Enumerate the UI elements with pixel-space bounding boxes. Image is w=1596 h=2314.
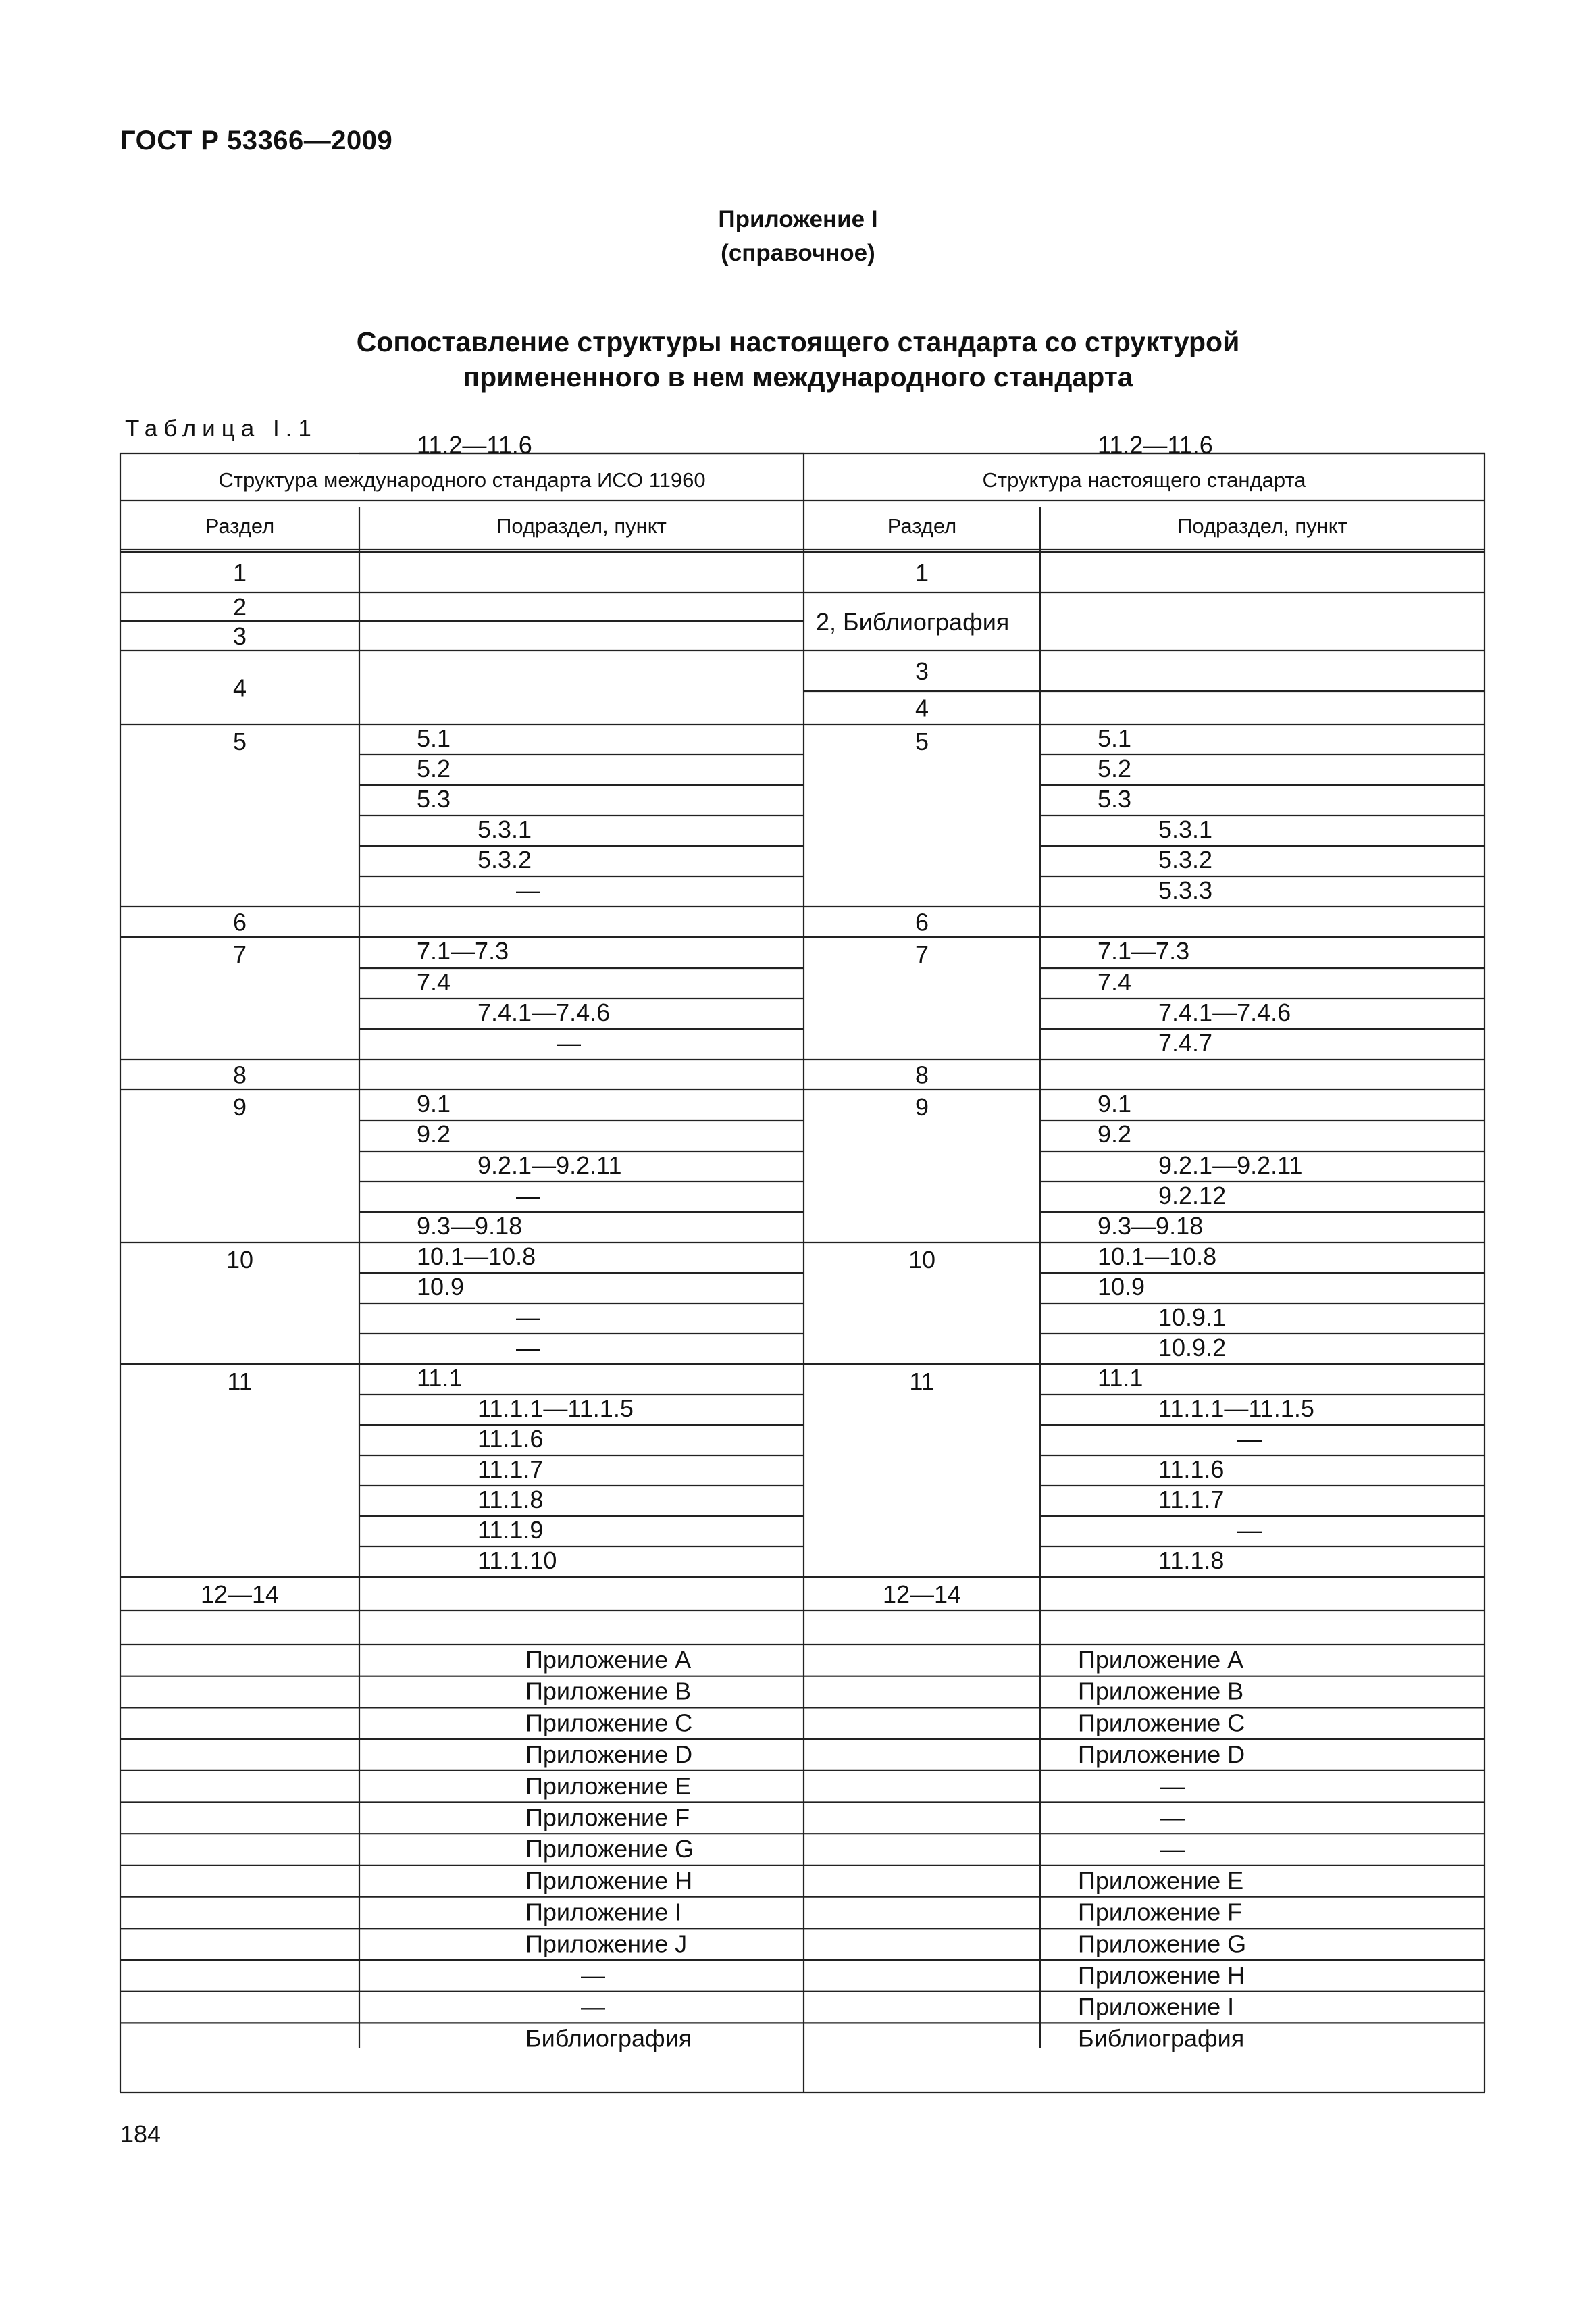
left-item-cell: 5.1 [417, 724, 451, 752]
left-section-cell: 3 [232, 622, 247, 650]
comparison-table [120, 431, 1485, 2092]
annex-right-cell: Приложение A [1078, 1646, 1244, 1674]
left-item-cell: 5.2 [417, 755, 451, 782]
left-item-cell: — [516, 876, 540, 904]
annex-right-cell: Приложение F [1078, 1898, 1243, 1926]
right-section-cell: 9 [915, 1093, 929, 1121]
left-item-cell: 9.2.1—9.2.11 [478, 1151, 622, 1179]
annex-right-cell: Приложение H [1078, 1961, 1245, 1989]
right-section-cell: 3 [915, 657, 929, 685]
right-item-cell: — [1237, 1425, 1262, 1453]
annex-right-cell: Библиография [1078, 2024, 1245, 2053]
left-item-cell: — [516, 1303, 540, 1331]
left-item-cell: 11.1.10 [478, 1546, 557, 1574]
annex-right-cell: Приложение B [1078, 1677, 1244, 1705]
left-item-cell: 9.3—9.18 [417, 1212, 523, 1240]
annex-right-cell: Приложение I [1078, 1992, 1235, 2021]
left-section-cell: 6 [232, 908, 247, 936]
right-section-cell: 5 [915, 728, 929, 755]
left-section-cell: 9 [232, 1093, 247, 1121]
left-section-cell: 12—14 [200, 1580, 280, 1608]
left-item-cell: 11.2—11.6 [417, 431, 532, 459]
right-item-cell: 5.3.3 [1158, 876, 1213, 904]
annex-heading [0, 203, 1596, 270]
right-item-cell: 10.1—10.8 [1098, 1242, 1217, 1270]
right-item-cell: 5.3 [1098, 785, 1132, 813]
annex-left-cell: Приложение A [525, 1646, 692, 1674]
left-section-cell: 1 [232, 559, 247, 586]
left-item-col-header: Подраздел, пункт [496, 514, 667, 538]
annex-title-line-2: примененного в нем международного стандарта [463, 361, 1133, 393]
left-item-cell: — [557, 1029, 581, 1057]
page-number: 184 [120, 2120, 161, 2148]
left-item-cell: 10.9 [417, 1273, 465, 1301]
annex-left-cell: — [581, 1961, 605, 1989]
right-item-cell: 11.1.8 [1158, 1546, 1225, 1574]
annex-left-cell: Приложение I [525, 1898, 682, 1926]
left-item-cell: 11.1.1—11.1.5 [478, 1394, 634, 1422]
annex-left-cell: Приложение B [525, 1677, 692, 1705]
left-section-cell: 7 [232, 940, 247, 968]
right-item-cell: 9.1 [1098, 1090, 1132, 1117]
right-item-cell: 7.4 [1098, 968, 1132, 996]
annex-left-cell: Приложение C [525, 1709, 693, 1737]
right-item-cell: 9.2.1—9.2.11 [1158, 1151, 1303, 1179]
right-item-cell: 11.1.6 [1158, 1455, 1225, 1483]
right-item-cell: 7.4.7 [1158, 1029, 1213, 1057]
left-item-cell: 7.4.1—7.4.6 [478, 999, 611, 1026]
left-item-cell: — [516, 1334, 540, 1361]
right-section-cell: 6 [915, 908, 929, 936]
left-section-cell: 11 [227, 1367, 253, 1395]
right-item-cell: 10.9 [1098, 1273, 1145, 1301]
right-item-col-header: Подраздел, пункт [1177, 514, 1347, 538]
annex-right-cell: Приложение E [1078, 1866, 1244, 1894]
left-item-cell: 9.2 [417, 1120, 451, 1148]
annex-right-cell: — [1160, 1835, 1185, 1863]
left-item-cell: 9.1 [417, 1090, 451, 1117]
right-section-cell: 4 [915, 694, 929, 722]
right-item-cell: 5.3.1 [1158, 815, 1213, 843]
right-item-cell: 11.1.1—11.1.5 [1158, 1394, 1314, 1422]
right-item-cell: 11.2—11.6 [1098, 431, 1213, 459]
left-item-cell: — [516, 1182, 540, 1209]
left-section-cell: 8 [232, 1061, 247, 1089]
left-item-cell: 11.1 [417, 1364, 463, 1392]
annex-kind: (справочное) [721, 240, 875, 266]
annex-name: Приложение I [718, 206, 878, 232]
annex-right-cell: Приложение G [1078, 1930, 1247, 1958]
right-structure-header: Структура настоящего стандарта [982, 468, 1306, 492]
table-caption: Таблица I.1 [125, 416, 317, 442]
right-item-cell: 10.9.2 [1158, 1334, 1227, 1361]
right-section-cell: 10 [908, 1246, 936, 1274]
annex-right-cell: — [1160, 1771, 1185, 1800]
left-item-cell: 11.1.8 [478, 1486, 544, 1513]
right-item-cell: 5.2 [1098, 755, 1132, 782]
left-item-cell: 5.3 [417, 785, 451, 813]
right-item-cell: 5.3.2 [1158, 846, 1213, 874]
right-section-cell: 2, Библиография [816, 608, 1010, 636]
left-section-cell: 2 [232, 593, 247, 621]
right-item-cell: 9.2 [1098, 1120, 1132, 1148]
left-item-cell: 7.4 [417, 968, 451, 996]
right-section-cell: 12—14 [882, 1580, 962, 1608]
right-item-cell: 7.1—7.3 [1098, 937, 1190, 965]
annex-left-cell: Приложение G [525, 1835, 694, 1863]
left-item-cell: 5.3.1 [478, 815, 532, 843]
annex-left-cell: Приложение J [525, 1930, 688, 1958]
annex-title [0, 324, 1596, 395]
right-section-cell: 11 [909, 1367, 935, 1395]
right-item-cell: 11.1.7 [1158, 1486, 1225, 1513]
annex-right-cell: — [1160, 1803, 1185, 1832]
left-item-cell: 10.1—10.8 [417, 1242, 536, 1270]
right-item-cell: 7.4.1—7.4.6 [1158, 999, 1291, 1026]
left-item-cell: 11.1.9 [478, 1516, 544, 1544]
document-code: ГОСТ Р 53366—2009 [120, 126, 393, 155]
right-section-cell: 7 [915, 940, 929, 968]
annex-left-cell: Приложение D [525, 1740, 693, 1769]
annex-left-cell: Приложение E [525, 1771, 692, 1800]
right-section-cell: 1 [915, 559, 929, 586]
right-section-col-header: Раздел [887, 514, 957, 538]
annex-left-cell: Приложение F [525, 1803, 690, 1832]
left-section-cell: 10 [226, 1246, 254, 1274]
left-structure-header: Структура международного стандарта ИСО 11960 [218, 468, 706, 492]
right-item-cell: 5.1 [1098, 724, 1132, 752]
left-section-col-header: Раздел [205, 514, 275, 538]
annex-title-line-1: Сопоставление структуры настоящего стандарта со структурой [356, 326, 1240, 357]
annex-left-cell: Библиография [525, 2024, 692, 2053]
right-item-cell: — [1237, 1516, 1262, 1544]
left-section-cell: 4 [232, 674, 247, 702]
left-section-cell: 5 [232, 728, 247, 755]
right-section-cell: 8 [915, 1061, 929, 1089]
left-item-cell: 7.1—7.3 [417, 937, 509, 965]
right-item-cell: 9.3—9.18 [1098, 1212, 1204, 1240]
left-item-cell: 5.3.2 [478, 846, 532, 874]
right-item-cell: 10.9.1 [1158, 1303, 1227, 1331]
annex-left-cell: — [581, 1992, 605, 2021]
annex-left-cell: Приложение H [525, 1866, 693, 1894]
right-item-cell: 11.1 [1098, 1364, 1143, 1392]
right-item-cell: 9.2.12 [1158, 1182, 1227, 1209]
left-item-cell: 11.1.7 [478, 1455, 544, 1483]
annex-right-cell: Приложение D [1078, 1740, 1245, 1769]
annex-right-cell: Приложение C [1078, 1709, 1245, 1737]
left-item-cell: 11.1.6 [478, 1425, 544, 1453]
